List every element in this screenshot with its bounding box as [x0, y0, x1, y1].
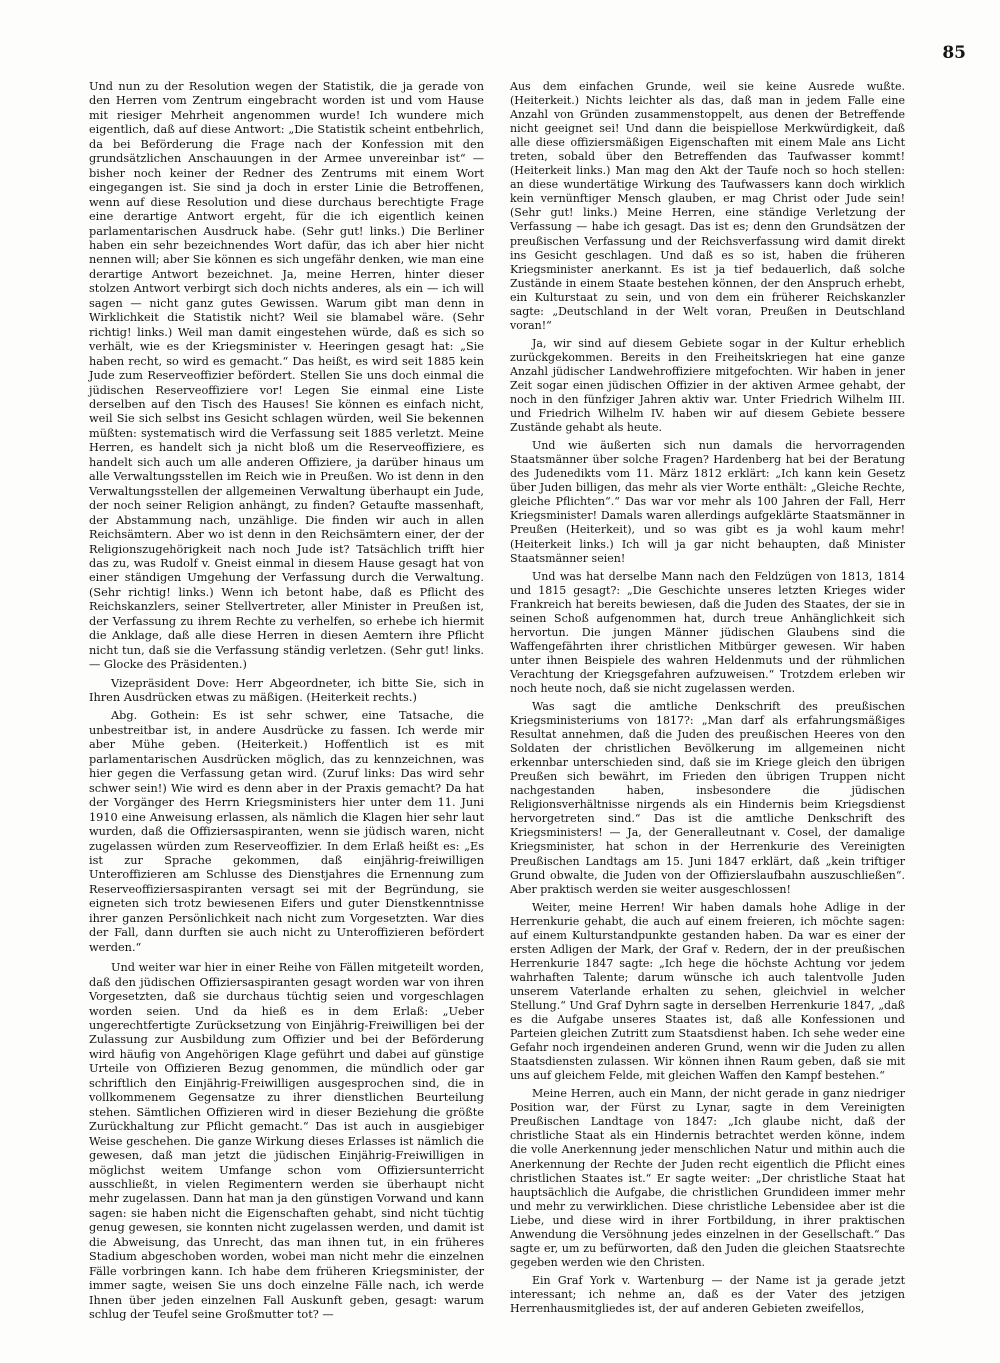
paragraph: Was sagt die amtliche Denkschrift des preußischen Kriegsministeriums von 1817?: „Man darf als erfahrungsmäßiges Resultat annehmen, daß die Juden des preußischen Heeres von den Soldaten der christlichen Bevölkerung im allgemeinen nicht erkennbar unterschieden sind, daß sie im Kriege gleich den übrigen Preußen sich bewährt, im Frieden den übrigen Truppen nicht nachgestanden haben, insbesondere die jüdischen Religionsverhältnisse nirgends als ein Hindernis beim Kriegsdienst hervorgetreten sind.“ Das ist die amtliche Denkschrift des Kriegsministers! — Ja, der Generalleutnant v. Cosel, der damalige Kriegsminister, hat schon in der Herrenkurie des Vereinigten Preußischen Landtags am 15. Juni 1847 erklärt, daß „kein triftiger Grund obwalte, die Juden von der Offizierslaufbahn auszuschließen“. Aber praktisch werden sie weiter ausgeschlossen! [510, 700, 905, 896]
paragraph: Und was hat derselbe Mann nach den Feldzügen von 1813, 1814 und 1815 gesagt?: „Die Geschichte unseres letzten Krieges wider Frankreich hat bereits bewiesen, daß die Juden des Staates, der sie in seinen Schoß aufgenommen hat, durch treue Anhänglichkeit sich hervortun. Die jungen Männer jüdischen Glaubens sind die Waffengefährten ihrer christlichen Mitbürger gewesen. Wir haben unter ihnen Beispiele des wahren Heldenmuts und der rühmlichen Verachtung der Kriegsgefahren aufzuweisen.“ Trotzdem erleben wir noch heute noch, daß sie nicht zugelassen werden. [510, 569, 905, 695]
left-column [89, 80, 484, 1327]
paragraph: Ein Graf York v. Wartenburg — der Name ist ja gerade jetzt interessant; ich nehme an, daß es der Vater des jetzigen Herrenhausmitgliedes ist, der auf anderen Gebieten zweifellos, [510, 1273, 905, 1315]
paragraph: Aus dem einfachen Grunde, weil sie keine Ausrede wußte. (Heiterkeit.) Nichts leichter als das, daß man in jedem Falle eine Anzahl von Gründen zusammenstoppelt, aus denen der Betreffende nicht geeignet sei! Und dann die beispiellose Merkwürdigkeit, daß alle diese offiziersmäßigen Eigenschaften mit einem Male ans Licht treten, sobald über den Betreffenden das Taufwasser kommt! (Heiterkeit links.) Man mag den Akt der Taufe noch so hoch stellen: an diese wundertätige Wirkung des Taufwassers kann doch wirklich kein vernünftiger Mensch glauben, er mag Christ oder Jude sein! (Sehr gut! links.) Meine Herren, eine ständige Verletzung der Verfassung — habe ich gesagt. Das ist es; denn den Grundsätzen der preußischen Verfassung und der Reichsverfassung wird damit direkt ins Gesicht geschlagen. Und daß es so ist, haben die früheren Kriegsminister anerkannt. Es ist ja tief bedauerlich, daß solche Zustände in einem Staate bestehen können, der den Anspruch erhebt, ein Kulturstaat zu sein, und von dem ein früherer Reichskanzler sagte: „Deutschland in der Welt voran, Preußen in Deutschland voran!“ [510, 80, 905, 332]
paragraph: Abg. Gothein: Es ist sehr schwer, eine Tatsache, die unbestreitbar ist, in andere Ausdrücke zu fassen. Ich werde mir aber Mühe geben. (Heiterkeit.) Hoffentlich ist es mit parlamentarischen Ausdrücken möglich, das zu kennzeichnen, was hier gegen die Verfassung getan wird. (Zuruf links: Das wird sehr schwer sein!) Wie wird es denn aber in der Praxis gemacht? Da hat der Vorgänger des Herrn Kriegsministers hier unter dem 11. Juni 1910 eine Anweisung erlassen, als nämlich die Klagen hier sehr laut wurden, daß die Offiziersaspiranten, wenn sie jüdisch waren, nicht zugelassen würden zum Reserveoffizier. In dem Erlaß heißt es: „Es ist zur Sprache gekommen, daß einjährig-freiwilligen Unteroffizieren am Schlusse des Dienstjahres die Ernennung zum Reserveoffiziersaspiranten versagt sei mit der Begründung, sie eigneten sich trotz bewiesenen Eifers und guter Dienstkenntnisse ihrer ganzen Persönlichkeit nach nicht zum Vorgesetzten. War dies der Fall, dann durften sie auch nicht zu Unteroffizieren befördert werden.“ [89, 709, 484, 954]
paragraph: Weiter, meine Herren! Wir haben damals hohe Adlige in der Herrenkurie gehabt, die auch auf einem freieren, ich möchte sagen: auf einem Kulturstandpunkte gestanden haben. Da war es einer der ersten Adligen der Mark, der Graf v. Redern, der in der preußischen Herrenkurie 1847 sagte: „Ich hege die höchste Achtung vor jedem wahrhaften Talente; darum wünsche ich auch talentvolle Juden unserem Vaterlande erhalten zu sehen, gleichviel in welcher Stellung.“ Und Graf Dyhrn sagte in derselben Herrenkurie 1847, „daß es die Aufgabe unseres Staates ist, daß alle Konfessionen und Parteien gleichen Zutritt zum Staatsdienst haben. Ich sehe weder eine Gefahr noch irgendeinen anderen Grund, wenn wir die Juden zu allen Staatsdiensten zulassen. Wir können ihnen Raum geben, daß sie mit uns auf gleichem Felde, mit gleichen Waffen den Kampf bestehen.“ [510, 900, 905, 1083]
paragraph: Und wie äußerten sich nun damals die hervorragenden Staatsmänner über solche Fragen? Hardenberg hat bei der Beratung des Judenedikts vom 11. März 1812 erklärt: „Ich kann kein Gesetz über Juden billigen, das mehr als vier Worte enthält: „Gleiche Rechte, gleiche Pflichten“.“ Das war vor mehr als 100 Jahren der Fall, Herr Kriegsminister! Damals waren allerdings aufgeklärte Staatsmänner in Preußen (Heiterkeit), und so was gibt es ja wohl kaum mehr! (Heiterkeit links.) Ich will ja gar nicht behaupten, daß Minister Staatsmänner seien! [510, 439, 905, 565]
paragraph: Und nun zu der Resolution wegen der Statistik, die ja gerade von den Herren vom Zentrum eingebracht worden ist und vom Hause mit riesiger Mehrheit angenommen wurde! Ich wundere mich eigentlich, daß auf diese Antwort: „Die Statistik scheint entbehrlich, da bei Beförderung die Frage nach der Konfession mit den grundsätzlichen Anschauungen in der Armee unvereinbar ist“ — bisher noch keiner der Redner des Zentrums mit einem Wort eingegangen ist. Sie sind ja doch in erster Linie die Betroffenen, wenn auf diese Resolution und diese durchaus berechtigte Frage eine derartige Antwort ergeht, für die ich eigentlich keinen parlamentarischen Ausdruck habe. (Sehr gut! links.) Die Berliner haben ein sehr bezeichnendes Wort dafür, das ich aber hier nicht nennen will; aber Sie können es sich ungefähr denken, wie man eine derartige Antwort bezeichnet. Ja, meine Herren, hinter dieser stolzen Antwort verbirgt sich doch nichts anderes, als ein — ich will sagen — nicht ganz gutes Gewissen. Warum gibt man denn in Wirklichkeit die Statistik nicht? Weil sie blamabel wäre. (Sehr richtig! links.) Weil man damit eingestehen würde, daß es sich so verhält, wie es der Kriegsminister v. Heeringen gesagt hat: „Sie haben recht, so wird es gemacht.“ Das heißt, es wird seit 1885 kein Jude zum Reserveoffizier befördert. Stellen Sie uns doch einmal die jüdischen Reserveoffiziere vor! Legen Sie einmal eine Liste derselben auf den Tisch des Hauses! Sie können es einfach nicht, weil Sie sich selbst ins Gesicht schlagen würden, weil Sie bekennen müßten: systematisch wird die Verfassung seit 1885 verletzt. Meine Herren, es handelt sich ja nicht bloß um die Reserveoffiziere, es handelt sich auch um alle anderen Offiziere, ja darüber hinaus um alle Verwaltungsstellen im Reich wie in Preußen. Wo ist denn in den Verwaltungsstellen der allgemeinen Verwaltung überhaupt ein Jude, der noch seiner Religion anhängt, zu finden? Getaufte massenhaft, der Abstammung nach, unzählige. Die finden wir auch in allen Reichsämtern. Aber wo ist denn in den Reichsämtern einer, der der Religionszugehörigkeit nach noch Jude ist? Tatsächlich trifft hier das zu, was Rudolf v. Gneist einmal in diesem Hause gesagt hat von einer ständigen Umgehung der Verfassung durch die Verwaltung. (Sehr richtig! links.) Wenn ich betont habe, daß es Pflicht des Reichskanzlers, seiner Stellvertreter, aller Minister in Preußen ist, der Verfassung zu ihrem Rechte zu verhelfen, so erhebe ich hiermit die Anklage, daß alle diese Herren in diesen Aemtern ihre Pflicht nicht tun, daß sie die Verfassung ständig verletzen. (Sehr gut! links. — Glocke des Präsidenten.) [89, 80, 484, 672]
right-column [510, 80, 905, 1320]
paragraph: Und weiter war hier in einer Reihe von Fällen mitgeteilt worden, daß den jüdischen Offiziersaspiranten gesagt worden war von ihren Vorgesetzten, daß sie durchaus tüchtig seien und vorgeschlagen worden seien. Und da hieß es in dem Erlaß: „Ueber ungerechtfertigte Zurücksetzung von Einjährig-Freiwilligen bei der Zulassung zur Ausbildung zum Offizier und bei der Beförderung wird häufig von Angehörigen Klage geführt und dabei auf günstige Urteile von Offizieren Bezug genommen, die mündlich oder gar schriftlich den Einjährig-Freiwilligen ausgesprochen sind, die in vollkommenem Gegensatze zu ihrer dienstlichen Beurteilung stehen. Sämtlichen Offizieren wird in dieser Beziehung die größte Zurückhaltung zur Pflicht gemacht.“ Das ist auch in ausgiebiger Weise geschehen. Die ganze Wirkung dieses Erlasses ist nämlich die gewesen, daß man jetzt die jüdischen Einjährig-Freiwilligen in möglichst weitem Umfange schon vom Offiziersunterricht ausschließt, in vielen Regimentern werden sie überhaupt nicht mehr zugelassen. Dann hat man ja den günstigen Vorwand und kann sagen: sie haben nicht die Eigenschaften gehabt, sind nicht tüchtig genug gewesen, sie konnten nicht zugelassen werden, und damit ist die Abweisung, das Unrecht, das man ihnen tut, in ein früheres Stadium abgeschoben worden, wobei man nicht mehr die einzelnen Fälle vorbringen kann. Ich habe dem früheren Kriegsminister, der immer sagte, weisen Sie uns doch einzelne Fälle nach, ich werde Ihnen über jeden einzelnen Fall Auskunft geben, gesagt: warum schlug der Teufel seine Großmutter tot? — [89, 961, 484, 1322]
page-number: 85 [942, 43, 966, 63]
paragraph: Ja, wir sind auf diesem Gebiete sogar in der Kultur erheblich zurückgekommen. Bereits in den Freiheitskriegen hat eine ganze Anzahl jüdischer Landwehroffiziere mitgefochten. Wir haben in jener Zeit sogar einen jüdischen Offizier in der aktiven Armee gehabt, der noch in den fünfziger Jahren aktiv war. Unter Friedrich Wilhelm III. und Friedrich Wilhelm IV. haben wir auf diesem Gebiete bessere Zustände gehabt als heute. [510, 336, 905, 435]
paragraph: Meine Herren, auch ein Mann, der nicht gerade in ganz niedriger Position war, der Fürst zu Lynar, sagte in dem Vereinigten Preußischen Landtage von 1847: „Ich glaube nicht, daß der christliche Staat als ein Hindernis betrachtet werden könne, indem die volle Anerkennung jeder menschlichen Natur und mithin auch die Anerkennung der Rechte der Juden recht eigentlich die Pflicht eines christlichen Staates ist.“ Er sagte weiter: „Der christliche Staat hat hauptsächlich die Aufgabe, die christlichen Grundideen immer mehr und mehr zu verwirklichen. Diese christliche Lebensidee aber ist die Liebe, und diese wird in ihrer Fortbildung, in ihrer praktischen Anwendung die Versöhnung jedes einzelnen in der Gesellschaft.“ Das sagte er, um zu befürworten, daß den Juden die gleichen Staatsrechte gegeben werden wie den Christen. [510, 1087, 905, 1269]
paragraph: Vizepräsident Dove: Herr Abgeordneter, ich bitte Sie, sich in Ihren Ausdrücken etwas zu mäßigen. (Heiterkeit rechts.) [89, 676, 484, 705]
